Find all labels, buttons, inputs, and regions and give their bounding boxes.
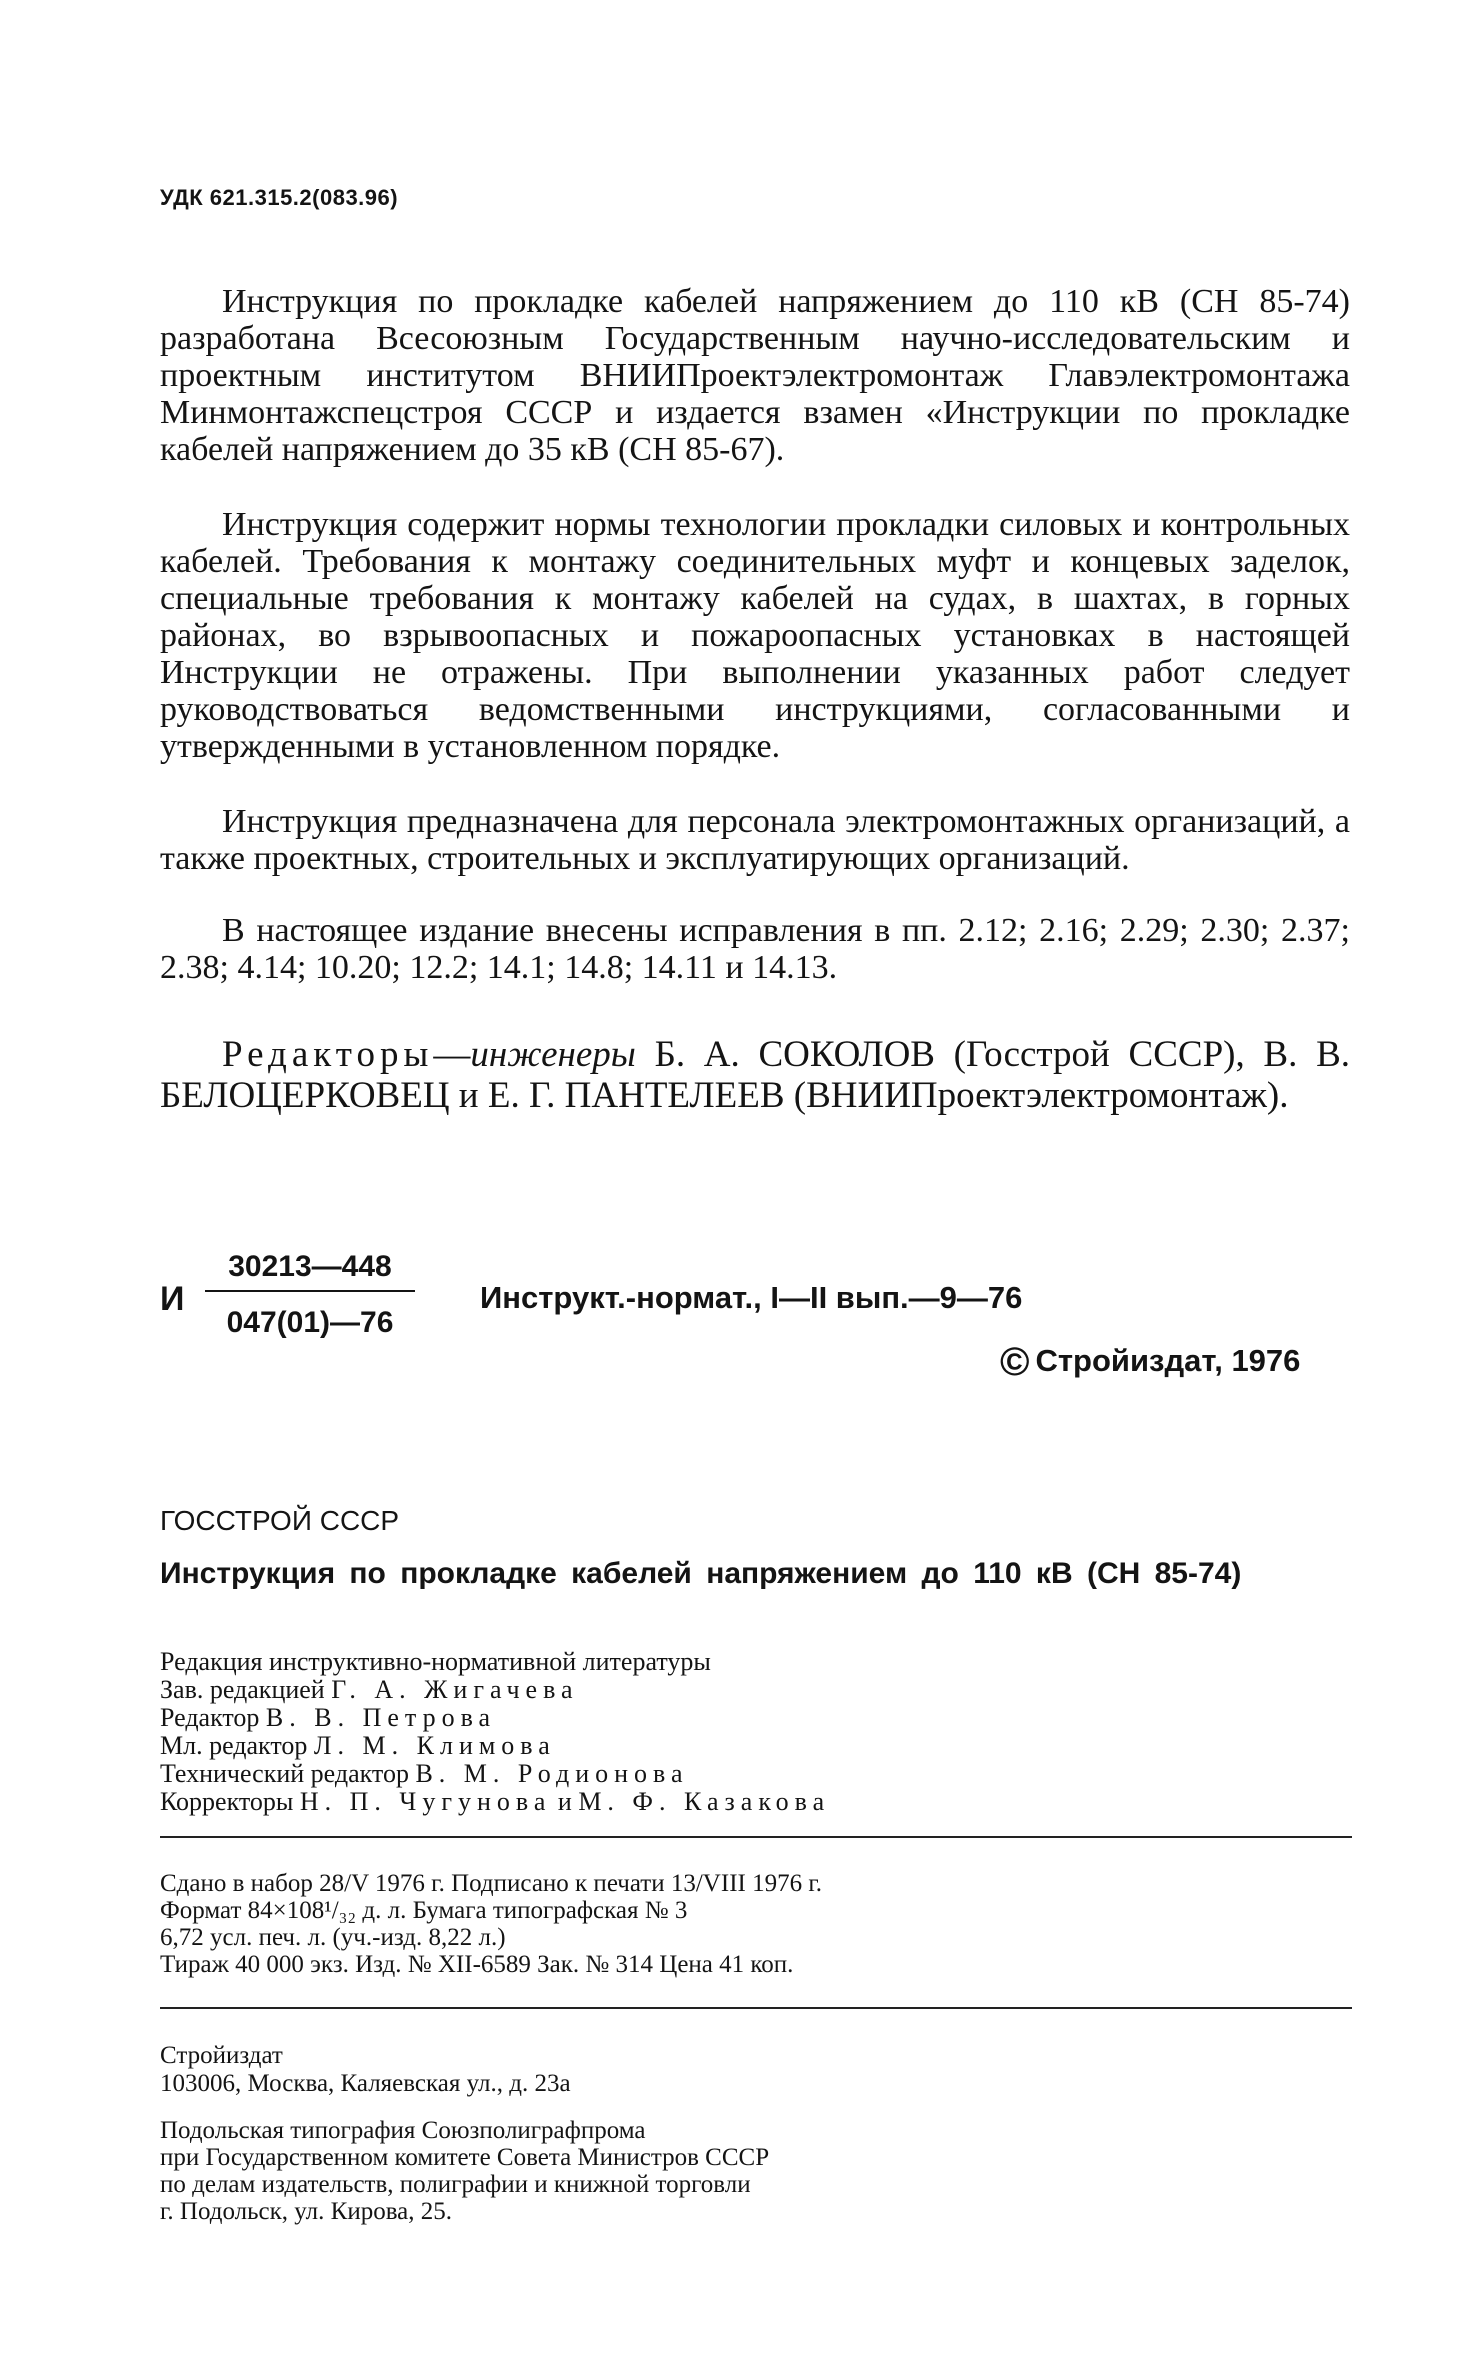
copyright-notice <box>1000 1340 1300 1385</box>
staff-tech-editor <box>160 1760 830 1788</box>
editors-dash: — <box>433 1034 471 1075</box>
printer-line: г. Подольск, ул. Кирова, 25. <box>160 2198 453 2225</box>
staff-proof-and: и <box>551 1787 579 1816</box>
staff-editor-name: В. В. Петрова <box>265 1703 497 1732</box>
paragraph-audience: Инструкция предназначена для персонала электромонтажных организаций, а также проектных, строительных и эксплуатирующих организаций. <box>160 803 1350 877</box>
printer-line: при Государственном комитете Совета Министров СССР <box>160 2144 770 2171</box>
staff-junior-label: Мл. редактор <box>160 1731 314 1760</box>
biblio-numerator: 30213—448 <box>205 1250 415 1292</box>
editors-credit <box>160 1034 1350 1116</box>
divider <box>160 1836 1352 1838</box>
staff-junior-editor <box>160 1732 830 1760</box>
staff-proof-name-2: М. Ф. Казакова <box>578 1787 831 1816</box>
print-line: Формат 84×108¹/₃₂ д. л. Бумага типографская № 3 <box>160 1897 688 1924</box>
editors-role: инженеры <box>470 1034 636 1075</box>
editorial-staff <box>160 1648 830 1816</box>
print-line: Тираж 40 000 экз. Изд. № XII-6589 Зак. № 314 Цена 41 коп. <box>160 1951 794 1978</box>
udk-code: УДК 621.315.2(083.96) <box>160 185 399 210</box>
staff-head-name: Г. А. Жигачева <box>331 1675 579 1704</box>
staff-head <box>160 1676 830 1704</box>
biblio-series: Инструкт.-нормат., I—II вып.—9—76 <box>480 1280 1023 1315</box>
staff-proofreaders <box>160 1788 830 1816</box>
agency-name: ГОССТРОЙ СССР <box>160 1505 400 1536</box>
staff-tech-label: Технический редактор <box>160 1759 416 1788</box>
paragraph-contents: Инструкция содержит нормы технологии прокладки силовых и контрольных кабелей. Требования к монтажу соединительных муфт и концевых заделок, специальные требования к монтажу кабелей на судах, в шахтах, в горных районах, во взрывоопасных и пожароопасных установках в настоящей Инструкции не отражены. При выполнении указанных работ следует руководствоваться ведомственными инструкциями, согласованными и утвержденными в установленном порядке. <box>160 506 1350 765</box>
staff-editor-label: Редактор <box>160 1703 266 1732</box>
editors-label: Редакторы <box>222 1034 434 1075</box>
print-line: Сдано в набор 28/V 1976 г. Подписано к печати 13/VIII 1976 г. <box>160 1870 823 1897</box>
divider <box>160 2007 1352 2009</box>
publisher-address <box>160 2042 571 2098</box>
staff-edition: Редакция инструктивно-нормативной литературы <box>160 1647 711 1676</box>
staff-proof-name-1: Н. П. Чугунова <box>299 1787 552 1816</box>
printer-address <box>160 2117 769 2225</box>
biblio-denominator: 047(01)—76 <box>226 1306 394 1339</box>
staff-tech-name: В. М. Родионова <box>415 1759 689 1788</box>
publisher-line: Стройиздат <box>160 2042 283 2069</box>
paragraph-corrections: В настоящее издание внесены исправления в пп. 2.12; 2.16; 2.29; 2.30; 2.37; 2.38; 4.14; 10.20; 12.2; 14.1; 14.8; 14.11 и 14.13. <box>160 912 1350 986</box>
print-data <box>160 1870 822 1978</box>
book-title: Инструкция по прокладке кабелей напряжением до 110 кВ (СН 85-74) <box>160 1557 1242 1590</box>
staff-head-label: Зав. редакцией <box>160 1675 332 1704</box>
editors-names: Б. А. СОКОЛОВ (Госстрой СССР), В. В. БЕЛОЦЕРКОВЕЦ и Е. Г. ПАНТЕЛЕЕВ (ВНИИПроектэлектромонтаж). <box>160 1034 1350 1116</box>
biblio-fraction <box>205 1250 415 1340</box>
publisher-line: 103006, Москва, Каляевская ул., д. 23а <box>160 2070 571 2097</box>
staff-proof-label: Корректоры <box>160 1787 300 1816</box>
printer-line: Подольская типография Союзполиграфпрома <box>160 2117 646 2144</box>
staff-junior-name: Л. М. Климова <box>313 1731 556 1760</box>
paragraph-origin: Инструкция по прокладке кабелей напряжением до 110 кВ (СН 85-74) разработана Всесоюзным Государственным научно-исследовательским и проектным институтом ВНИИПроектэлектромонтаж Главэлектромонтажа Минмонтажспецстроя СССР и издается взамен «Инструкции по прокладке кабелей напряжением до 35 кВ (СН 85-67). <box>160 283 1350 468</box>
staff-editor <box>160 1704 830 1732</box>
copyright-text: Стройиздат, 1976 <box>1035 1343 1301 1378</box>
copyright-icon: © <box>1000 1340 1030 1384</box>
print-line: 6,72 усл. печ. л. (уч.-изд. 8,22 л.) <box>160 1924 506 1951</box>
biblio-letter: И <box>160 1280 185 1318</box>
printer-line: по делам издательств, полиграфии и книжной торговли <box>160 2171 751 2198</box>
